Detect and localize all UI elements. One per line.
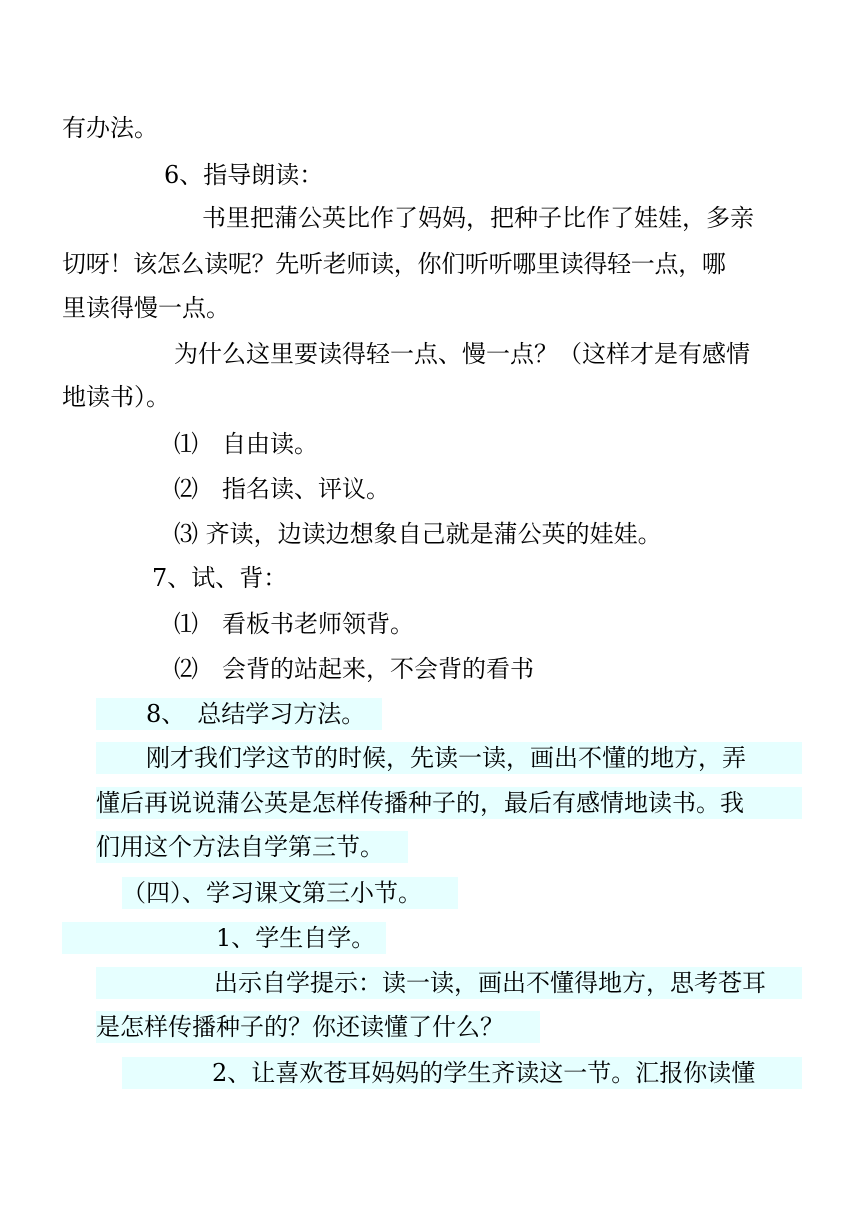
text-line: 切呀！该怎么读呢？先听老师读，你们听听哪里读得轻一点，哪	[62, 250, 726, 278]
section-heading: 8、 总结学习方法。	[96, 698, 382, 730]
list-item: ⑶ 齐读，边读边想象自己就是蒲公英的娃娃。	[174, 520, 662, 548]
section-heading: 7、试、背：	[152, 564, 288, 592]
text-line: 懂后再说说蒲公英是怎样传播种子的，最后有感情地读书。我	[96, 787, 802, 819]
text-line: 是怎样传播种子的？你还读懂了什么？	[96, 1011, 540, 1043]
text-line: 2、让喜欢苍耳妈妈的学生齐读这一节。汇报你读懂	[122, 1057, 802, 1089]
text-line: 书里把蒲公英比作了妈妈，把种子比作了娃娃，多亲	[202, 204, 754, 232]
list-item: ⑴ 自由读。	[174, 430, 318, 458]
text-line: 刚才我们学这节的时候，先读一读，画出不懂的地方，弄	[96, 742, 802, 774]
text-line: 为什么这里要读得轻一点、慢一点？（这样才是有感情	[174, 340, 750, 368]
text-line: 们用这个方法自学第三节。	[96, 831, 408, 863]
section-heading: 1、学生自学。	[62, 922, 386, 954]
section-heading: 6、指导朗读：	[164, 161, 324, 189]
list-item: ⑵ 会背的站起来，不会背的看书	[174, 655, 534, 683]
text-line: 有办法。	[62, 114, 158, 142]
list-item: ⑴ 看板书老师领背。	[174, 610, 414, 638]
text-line: 地读书）。	[62, 383, 170, 411]
section-heading: （四）、学习课文第三小节。	[122, 877, 458, 909]
text-line: 出示自学提示：读一读，画出不懂得地方，思考苍耳	[96, 967, 802, 999]
list-item: ⑵ 指名读、评议。	[174, 475, 390, 503]
text-line: 里读得慢一点。	[62, 294, 230, 322]
